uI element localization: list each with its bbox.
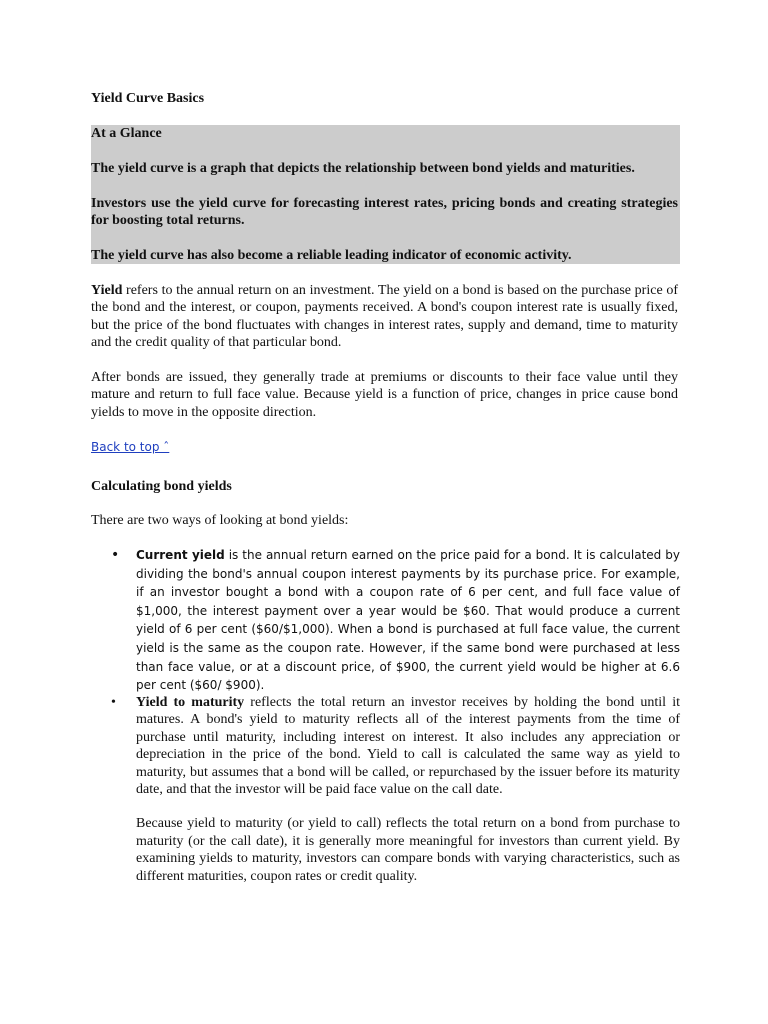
issued-paragraph: After bonds are issued, they generally trade at premiums or discounts to their face value until they mature and return to full face value. Because yield is a function of price, changes in price cause bond yields to move in the opposite direction. (91, 370, 678, 420)
glance-point-1: The yield curve is a graph that depicts the relationship between bond yields and maturities. (91, 161, 635, 176)
yield-paragraph (91, 282, 678, 351)
current-yield-term: Current yield (136, 548, 225, 562)
back-to-top-link[interactable]: Back to top ˆ (91, 440, 170, 454)
yield-term: Yield (91, 283, 123, 298)
calc-intro: There are two ways of looking at bond yields: (91, 513, 349, 528)
current-yield-text: is the annual return earned on the price paid for a bond. It is calculated by dividing the bond's annual coupon interest payments by its purchase price. For example, if an investor bought a bond with a coupon rate of 6 per cent, and full face value of $1,000, the interest payment over a year would be $60. That would produce a current yield of 6 per cent ($60/$1,000). When a bond is purchased at full face value, the current yield is the same as the coupon rate. However, if the same bond were purchased at less than face value, or at a discount price, of $900, the current yield would be higher at 6.6 per cent ($60/ $900). (136, 548, 680, 693)
list-item-current-yield (111, 546, 680, 695)
calc-heading: Calculating bond yields (91, 479, 232, 494)
bullet-dot-icon: • (111, 547, 120, 563)
yield-text: refers to the annual return on an investment. The yield on a bond is based on the purchase price of the bond and the interest, or coupon, payments received. A bond's coupon interest rate is usually fixed, but the price of the bond fluctuates with changes in interest rates, supply and demand, time to maturity and the credit quality of that particular bond. (91, 283, 678, 350)
ytm-text: reflects the total return an investor receives by holding the bond until it matures. A bond's yield to maturity reflects all of the interest payments from the time of purchase until maturity, including interest on interest. It also includes any appreciation or depreciation in the price of the bond. Yield to call is calculated the same way as yield to maturity, but assumes that a bond will be called, or repurchased by the issuer before its maturity date, and that the investor will be paid face value on the call date. (136, 695, 680, 798)
glance-point-3: The yield curve has also become a reliable leading indicator of economic activity. (91, 248, 572, 263)
list-item-yield-to-maturity (111, 694, 680, 885)
ytm-followup-paragraph: Because yield to maturity (or yield to call) reflects the total return on a bond from purchase to maturity (or the call date), it is generally more meaningful for investors than current yield. By examining yields to maturity, investors can compare bonds with varying characteristics, such as different maturities, coupon rates or credit quality. (136, 816, 680, 884)
glance-point-2: Investors use the yield curve for forecasting interest rates, pricing bonds and creating strategies for boosting total returns. (91, 196, 678, 228)
bullet-dot-icon: • (111, 695, 116, 710)
at-a-glance-heading: At a Glance (91, 126, 162, 141)
document-title: Yield Curve Basics (91, 91, 205, 106)
at-a-glance-box (91, 125, 680, 264)
ytm-term: Yield to maturity (136, 695, 245, 710)
